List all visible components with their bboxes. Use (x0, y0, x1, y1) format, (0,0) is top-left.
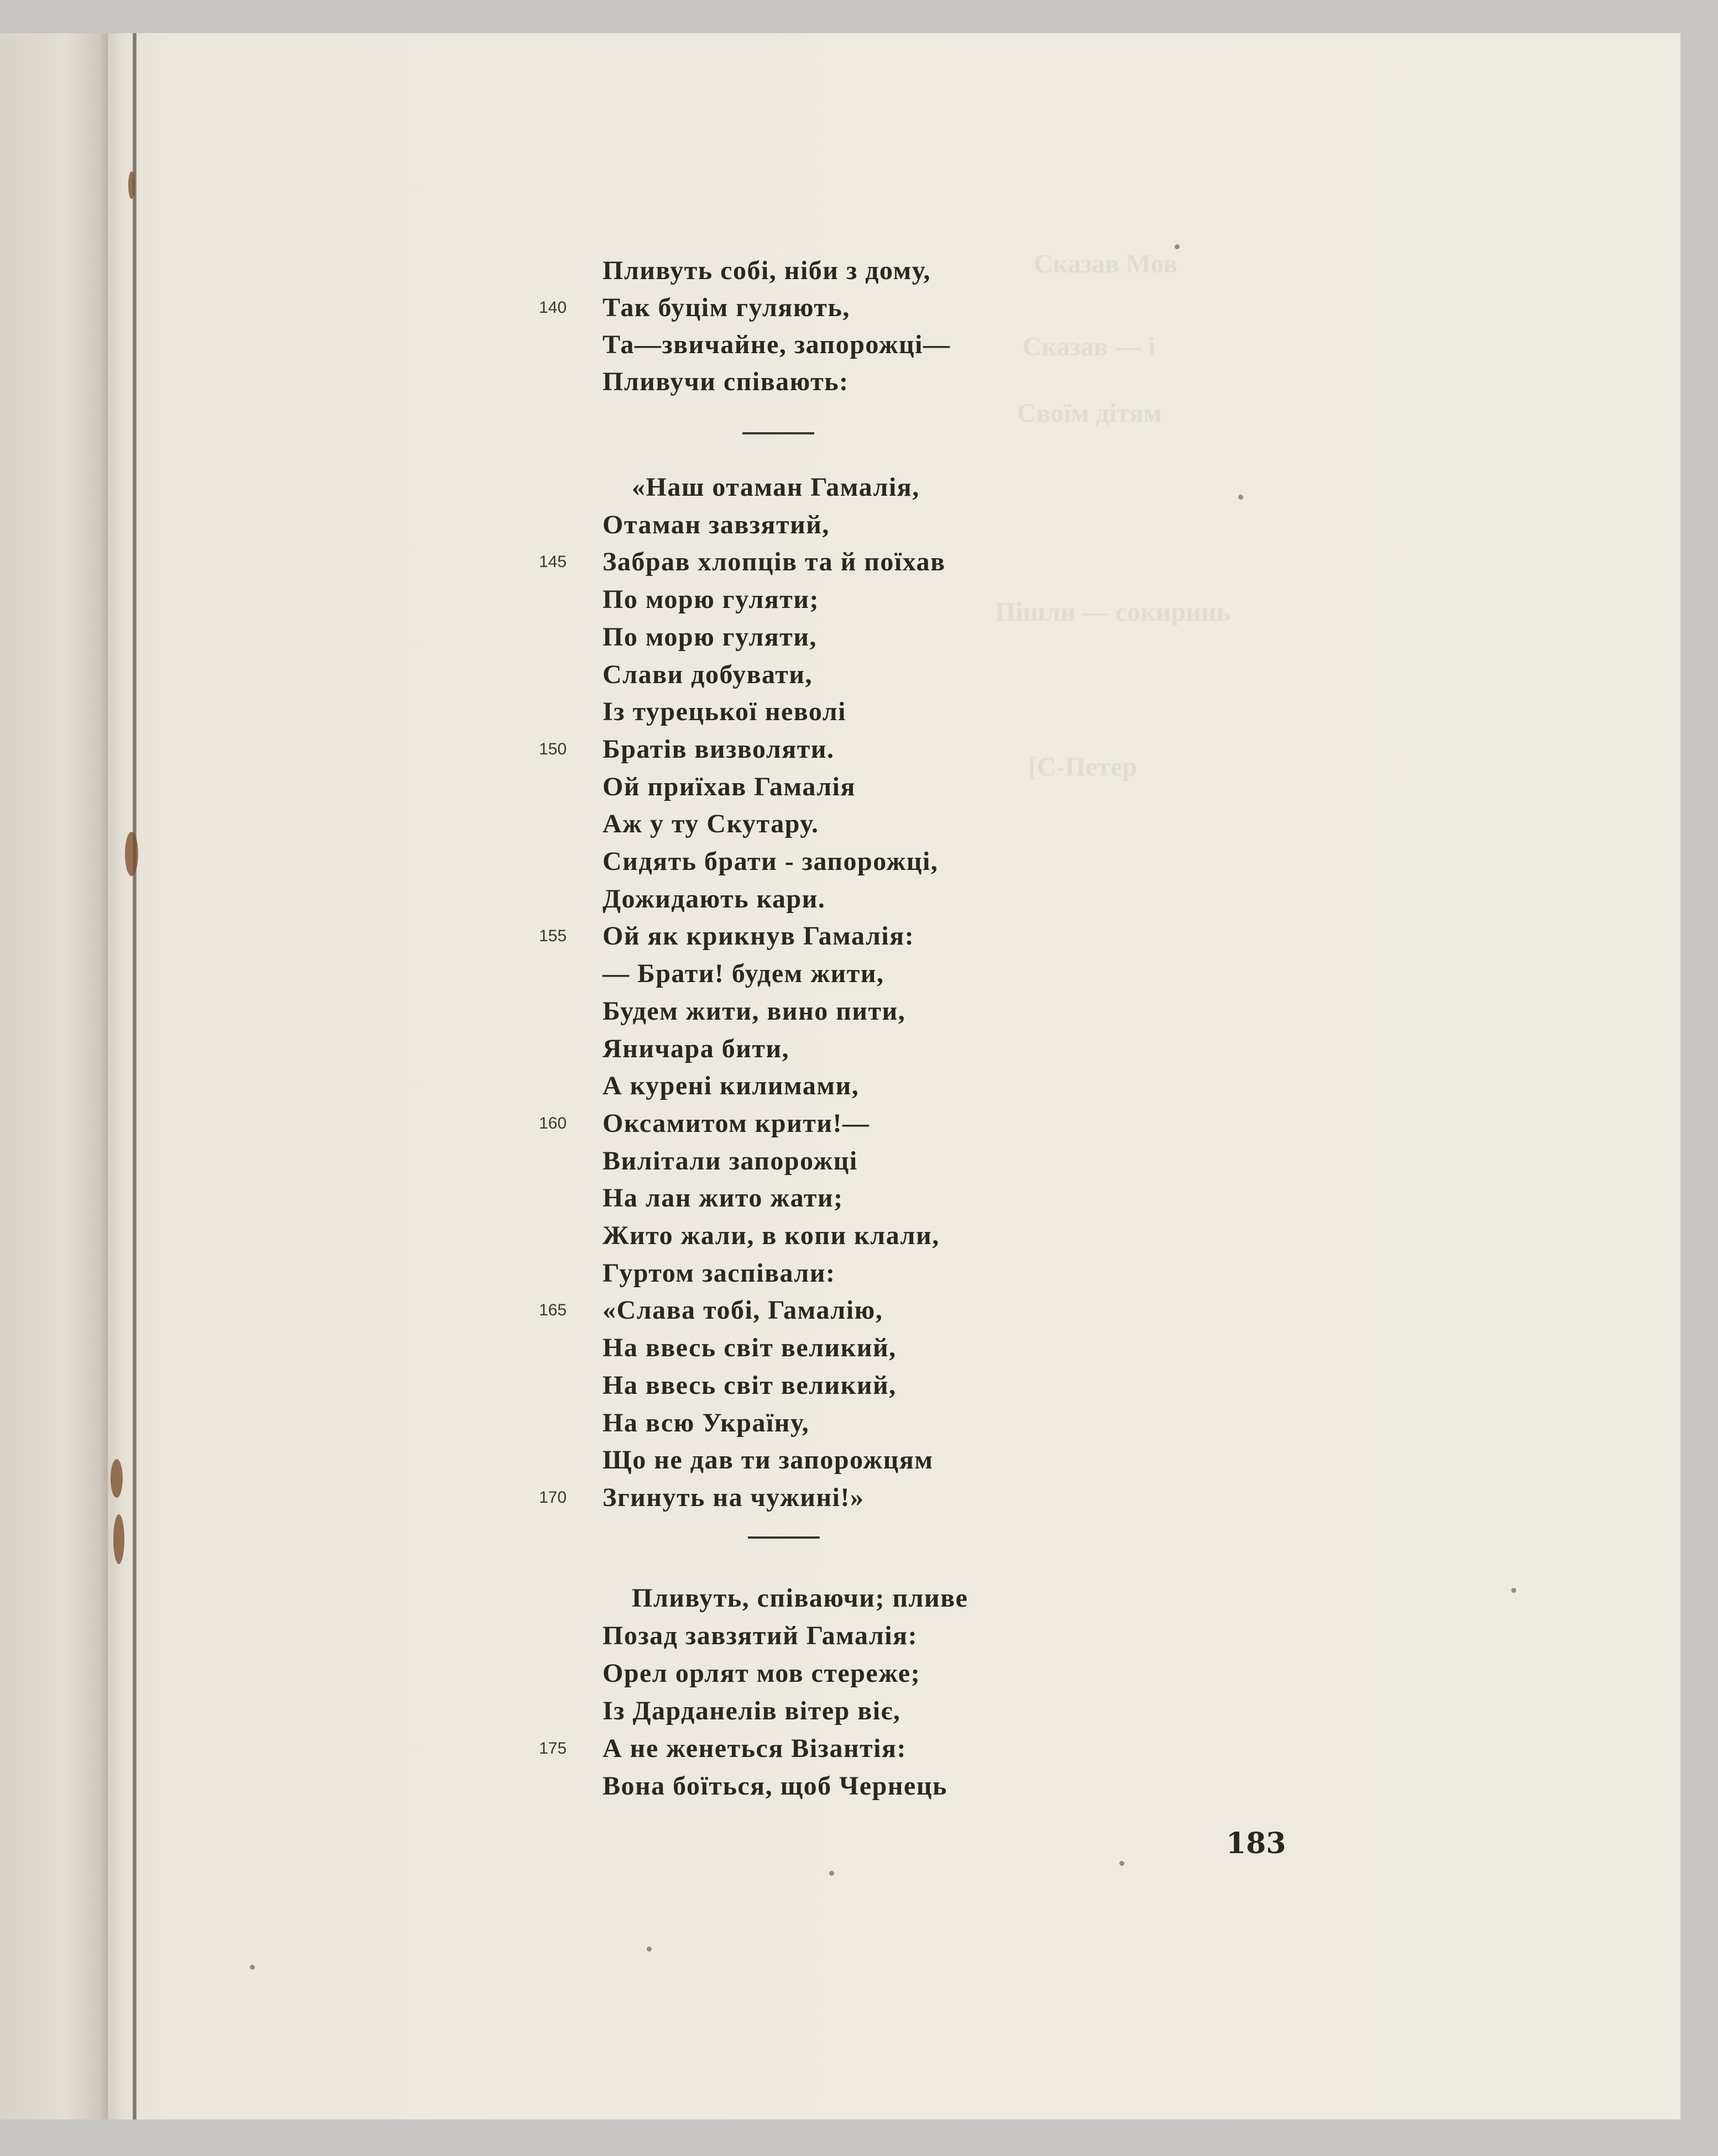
show-through-text: Сказав — і (1023, 332, 1156, 361)
poem-line: Пливучи співають: (603, 367, 849, 396)
poem-line: А не женеться Візантія: (603, 1734, 907, 1763)
poem-line: Аж у ту Скутару. (603, 809, 819, 838)
poem-line: На ввесь світ великий, (603, 1333, 897, 1362)
poem-line: На ввесь світ великий, (603, 1371, 897, 1400)
poem-line: Та—звичайне, запорожці— (603, 330, 951, 359)
show-through-text: Сказав Мов (1034, 249, 1178, 279)
poem-line: Орел орлят мов стереже; (603, 1659, 921, 1688)
line-number: 145 (539, 553, 567, 571)
poem-line: Отаман завзятий, (603, 510, 830, 539)
poem-line: Ой як крикнув Гамалія: (603, 921, 915, 951)
poem-line: А курені килимами, (603, 1071, 860, 1100)
line-number: 175 (539, 1739, 567, 1758)
poem-line: «Слава тобі, Гамалію, (603, 1295, 883, 1325)
poem-line: По морю гуляти, (603, 622, 818, 652)
poem-line: Пливуть, співаючи; пливе (632, 1583, 968, 1613)
poem-line: Дожидають кари. (603, 884, 826, 914)
paper-speck (1511, 1588, 1516, 1593)
paper-stain (125, 832, 138, 876)
poem-line: Жито жали, в копи клали, (603, 1221, 940, 1250)
paper-stain (111, 1459, 123, 1498)
poem-line: Забрав хлопців та й поїхав (603, 547, 946, 576)
poem-line: Вона боїться, щоб Чернець (603, 1771, 947, 1801)
poem-line: Згинуть на чужині!» (603, 1483, 865, 1512)
line-number: 160 (539, 1114, 567, 1132)
show-through-text: [С-Петер (1028, 752, 1137, 781)
paper-speck (250, 1965, 255, 1970)
line-number: 140 (539, 298, 567, 317)
paper-speck (829, 1871, 834, 1876)
poem-line: Оксамитом крити!— (603, 1109, 870, 1138)
poem-line: Із турецької неволі (603, 697, 846, 726)
poem-line: Вилітали запорожці (603, 1146, 858, 1176)
show-through-text: Своїм дітям (1017, 398, 1162, 428)
paper-stain (113, 1514, 124, 1564)
facing-page-edge (0, 33, 108, 2120)
book-gutter (133, 33, 137, 2120)
poem-line: Гуртом заспівали: (603, 1258, 836, 1288)
paper-speck (647, 1947, 652, 1952)
stanza-divider (742, 432, 814, 434)
line-number: 170 (539, 1488, 567, 1507)
poem-line: Позад завзятий Гамалія: (603, 1621, 918, 1650)
poem-line: Ой приїхав Гамалія (603, 772, 856, 801)
poem-line: Сидять брати - запорожці, (603, 847, 939, 876)
paper-speck (1119, 1861, 1124, 1866)
stanza-divider (748, 1536, 820, 1539)
poem-line: Із Дарданелів вітер віє, (603, 1696, 901, 1725)
poem-line: «Наш отаман Гамалія, (632, 473, 920, 502)
poem-line: Будем жити, вино пити, (603, 996, 906, 1026)
poem-line: Так буцім гуляють, (603, 293, 850, 322)
poem-line: На всю Україну, (603, 1408, 810, 1438)
poem-line: Слави добувати, (603, 660, 813, 689)
poem-line: На лан жито жати; (603, 1183, 844, 1213)
paper-speck (1238, 495, 1243, 500)
poem-line: — Брати! будем жити, (603, 959, 884, 988)
poem-line: Яничара бити, (603, 1034, 790, 1063)
page-number: 183 (1226, 1827, 1286, 1860)
line-number: 150 (539, 740, 567, 758)
paper-stain (128, 171, 135, 199)
poem-line: Братів визволяти. (603, 735, 835, 764)
show-through-text: Пішли — сокиринь (995, 597, 1230, 627)
line-number: 155 (539, 927, 567, 945)
poem-line: По морю гуляти; (603, 585, 819, 614)
line-number: 165 (539, 1301, 567, 1319)
poem-line: Що не дав ти запорожцям (603, 1445, 934, 1475)
poem-line: Пливуть собі, ніби з дому, (603, 256, 931, 285)
